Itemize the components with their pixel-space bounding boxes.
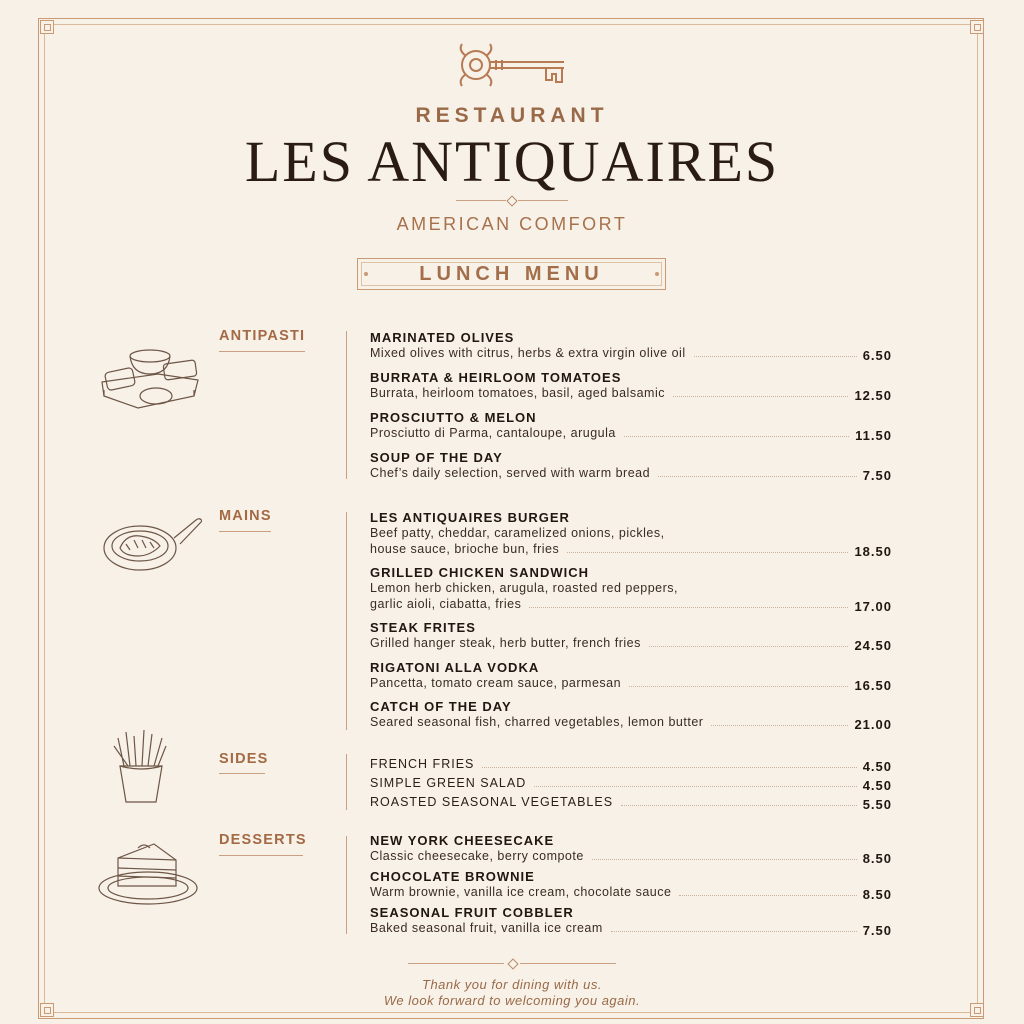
cheesecake-slice-icon xyxy=(98,838,200,908)
item-price: 7.50 xyxy=(862,468,892,483)
menu-item xyxy=(370,370,892,401)
item-price: 7.50 xyxy=(862,923,892,938)
item-name: LES ANTIQUAIRES BURGER xyxy=(370,510,570,525)
item-name: FRENCH FRIES xyxy=(370,757,475,771)
item-description: Beef patty, cheddar, caramelized onions, pickles, xyxy=(370,526,665,540)
item-price: 8.50 xyxy=(862,851,892,866)
section-title-sides: SIDES xyxy=(219,751,269,767)
divider xyxy=(456,200,506,201)
leader-dots xyxy=(694,356,857,357)
section-underline xyxy=(219,855,303,856)
item-price: 17.00 xyxy=(854,599,892,614)
item-price: 16.50 xyxy=(854,678,892,693)
leader-dots xyxy=(621,805,857,806)
leader-dots xyxy=(529,607,848,608)
menu-item xyxy=(370,620,892,651)
item-name: MARINATED OLIVES xyxy=(370,330,515,345)
item-name: ROASTED SEASONAL VEGETABLES xyxy=(370,795,614,809)
corner-ornament xyxy=(40,20,54,34)
key-icon xyxy=(454,42,570,88)
item-description: Seared seasonal fish, charred vegetables, lemon butter xyxy=(370,715,704,729)
menu-item xyxy=(370,833,892,864)
leader-dots xyxy=(624,436,849,437)
item-name: STEAK FRITES xyxy=(370,620,476,635)
leader-dots xyxy=(673,396,848,397)
menu-item xyxy=(370,565,892,612)
menu-item xyxy=(370,756,892,772)
item-name: SOUP OF THE DAY xyxy=(370,450,503,465)
menu-item xyxy=(370,450,892,481)
section-title-antipasti: ANTIPASTI xyxy=(219,328,306,344)
leader-dots xyxy=(658,476,857,477)
restaurant-title: LES ANTIQUAIRES xyxy=(244,129,780,194)
item-name: CATCH OF THE DAY xyxy=(370,699,512,714)
item-description: Chef’s daily selection, served with warm bread xyxy=(370,466,651,480)
menu-label-box xyxy=(357,258,666,290)
item-description: Mixed olives with citrus, herbs & extra virgin olive oil xyxy=(370,346,686,360)
item-description: Grilled hanger steak, herb butter, french fries xyxy=(370,636,641,650)
item-price: 4.50 xyxy=(862,778,892,793)
restaurant-eyebrow: RESTAURANT xyxy=(415,104,609,127)
item-price: 24.50 xyxy=(854,638,892,653)
divider xyxy=(520,963,616,964)
menu-item xyxy=(370,330,892,361)
item-description: Baked seasonal fruit, vanilla ice cream xyxy=(370,921,603,935)
cuisine-subtitle: AMERICAN COMFORT xyxy=(396,214,628,234)
divider xyxy=(518,200,568,201)
skillet-icon xyxy=(102,514,202,580)
item-name: SEASONAL FRUIT COBBLER xyxy=(370,905,574,920)
item-name: PROSCIUTTO & MELON xyxy=(370,410,537,425)
item-description: Burrata, heirloom tomatoes, basil, aged balsamic xyxy=(370,386,665,400)
footer-line-1: Thank you for dining with us. xyxy=(422,977,602,992)
section-divider xyxy=(346,836,347,934)
item-name: BURRATA & HEIRLOOM TOMATOES xyxy=(370,370,622,385)
menu-item xyxy=(370,410,892,441)
menu-item xyxy=(370,660,892,691)
leader-dots xyxy=(629,686,848,687)
section-underline xyxy=(219,351,305,352)
leader-dots xyxy=(711,725,848,726)
corner-ornament xyxy=(970,20,984,34)
item-name: CHOCOLATE BROWNIE xyxy=(370,869,535,884)
footer-line-2: We look forward to welcoming you again. xyxy=(383,993,641,1008)
leader-dots xyxy=(567,552,848,553)
leader-dots xyxy=(482,767,856,768)
item-name: GRILLED CHICKEN SANDWICH xyxy=(370,565,589,580)
item-name: NEW YORK CHEESECAKE xyxy=(370,833,555,848)
leader-dots xyxy=(679,895,856,896)
item-name: RIGATONI ALLA VODKA xyxy=(370,660,540,675)
menu-item xyxy=(370,775,892,791)
leader-dots xyxy=(592,859,857,860)
menu-item xyxy=(370,510,892,557)
item-price: 12.50 xyxy=(854,388,892,403)
item-description: Lemon herb chicken, arugula, roasted red peppers, xyxy=(370,581,679,595)
item-price: 8.50 xyxy=(862,887,892,902)
divider xyxy=(408,963,504,964)
item-description: Prosciutto di Parma, cantaloupe, arugula xyxy=(370,426,616,440)
item-description: house sauce, brioche bun, fries xyxy=(370,542,560,556)
item-price: 6.50 xyxy=(862,348,892,363)
section-divider xyxy=(346,512,347,730)
item-description: Pancetta, tomato cream sauce, parmesan xyxy=(370,676,622,690)
item-price: 18.50 xyxy=(854,544,892,559)
menu-label: LUNCH MENU xyxy=(419,263,604,285)
section-title-desserts: DESSERTS xyxy=(219,832,307,848)
section-divider xyxy=(346,754,347,810)
section-underline xyxy=(219,531,271,532)
section-title-mains: MAINS xyxy=(219,508,272,524)
menu-item xyxy=(370,699,892,730)
item-price: 21.00 xyxy=(854,717,892,732)
item-price: 5.50 xyxy=(862,797,892,812)
section-divider xyxy=(346,331,347,479)
item-description: Classic cheesecake, berry compote xyxy=(370,849,584,863)
leader-dots xyxy=(611,931,857,932)
section-underline xyxy=(219,773,265,774)
fries-cup-icon xyxy=(112,730,170,806)
item-price: 4.50 xyxy=(862,759,892,774)
item-name: SIMPLE GREEN SALAD xyxy=(370,776,527,790)
item-price: 11.50 xyxy=(855,428,892,443)
menu-item xyxy=(370,794,892,810)
leader-dots xyxy=(534,786,856,787)
item-description: Warm brownie, vanilla ice cream, chocolate sauce xyxy=(370,885,672,899)
menu-item xyxy=(370,905,892,936)
item-description: garlic aioli, ciabatta, fries xyxy=(370,597,522,611)
menu-item xyxy=(370,869,892,900)
antipasti-plate-icon xyxy=(98,344,202,410)
leader-dots xyxy=(649,646,849,647)
